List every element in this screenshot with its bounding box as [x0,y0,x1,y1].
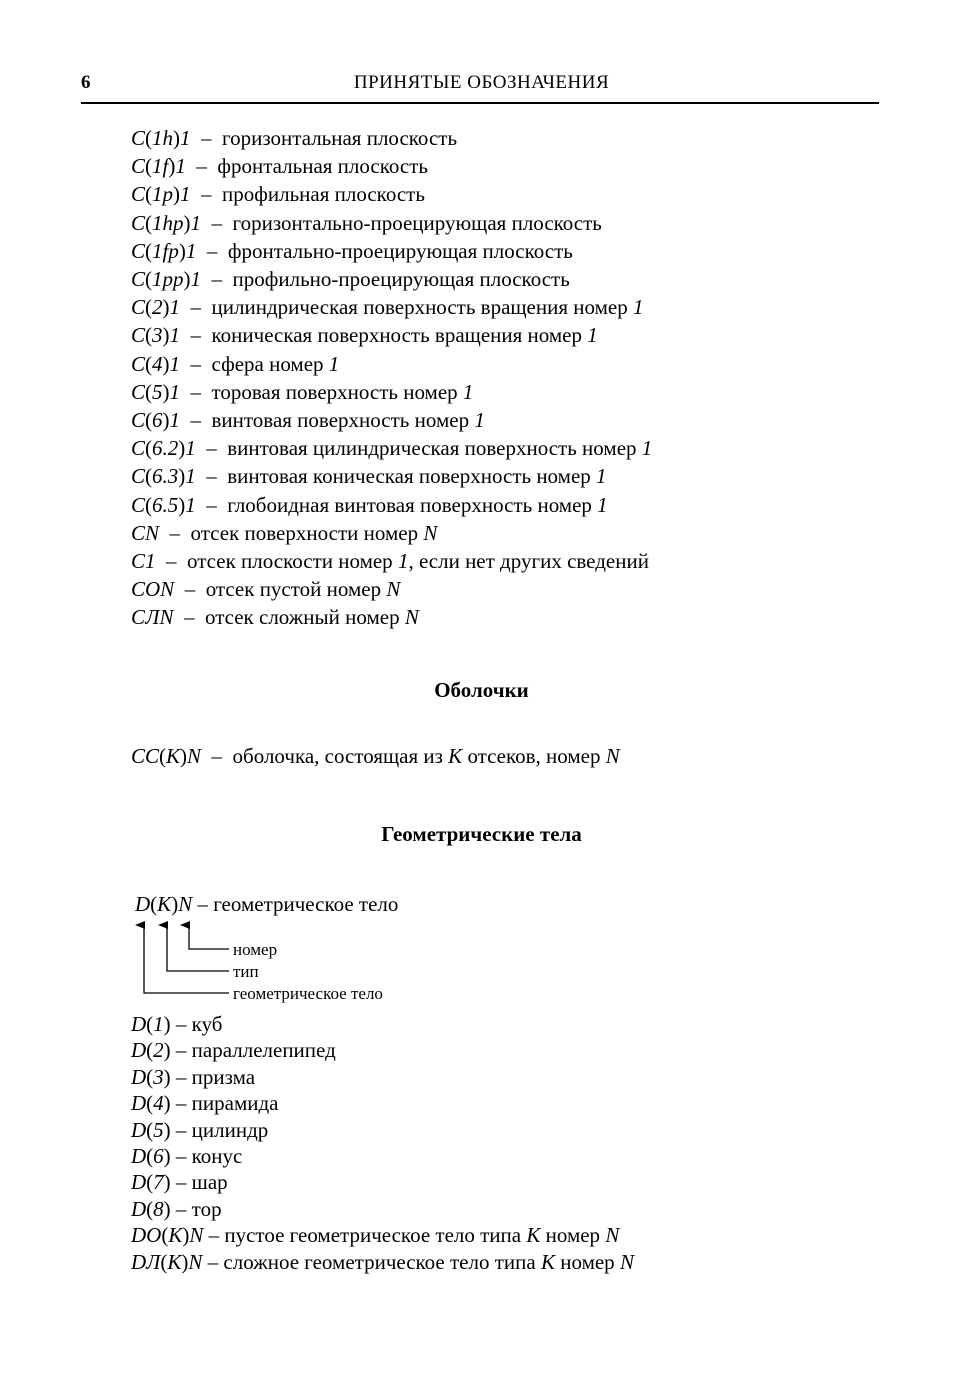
notation-symbol: CN [131,520,160,545]
dash-separator: – [170,1038,192,1063]
dash-separator: – [201,210,233,235]
notation-symbol: C(6.3)1 [131,464,196,489]
notation-description: профильная плоскость [222,182,425,207]
notation-symbol: D(8) [131,1196,171,1221]
body-entry-3 [131,1065,255,1090]
section-heading-shells: Оболочки [434,678,529,702]
notation-symbol: C(5)1 [131,379,181,404]
arrow-type [167,925,229,971]
dash-separator: – [185,154,218,179]
notation-description: коническая поверхность вращения номер 1 [211,323,598,348]
notation-symbol: C(6.5)1 [131,492,196,517]
body-entry-1 [131,1012,223,1037]
notation-symbol: СЛN [131,605,174,630]
notation-description: винтовая цилиндрическая поверхность номер 1 [227,436,653,461]
dash-separator: – [173,605,205,630]
notation-description: профильно-проецирующая плоскость [232,267,570,291]
dash-separator: – [180,323,212,348]
notation-description: винтовая коническая поверхность номер 1 [227,464,607,489]
dash-separator: – [203,1223,225,1248]
notation-description: глобоидная винтовая поверхность номер 1 [227,492,608,517]
dash-separator: – [195,464,228,489]
notation-symbol: C(6.2)1 [131,436,196,461]
dash-separator: – [170,1012,192,1036]
arrow-number [189,925,229,949]
notation-symbol: C(3)1 [131,323,181,348]
notation-symbol: C(1f)1 [131,154,186,179]
dash-separator: – [170,1117,192,1142]
notation-description: конус [191,1144,243,1168]
notation-description: фронтально-проецирующая плоскость [227,238,573,263]
dash-separator: – [201,744,233,768]
notation-description: пирамида [191,1091,279,1116]
notation-symbol: DЛ(K)N [131,1249,203,1274]
dash-separator: – [196,238,228,263]
notation-description: оболочка, состоящая из K отсеков, номер N [232,744,620,768]
notation-symbol: C(4)1 [131,351,181,376]
notation-symbol: C(1p)1 [131,182,191,207]
dash-separator: – [202,1249,224,1274]
running-title: ПРИНЯТЫЕ ОБОЗНАЧЕНИЯ [353,72,610,93]
notation-symbol: D(3) [131,1064,171,1089]
notation-description: сложное геометрическое тело типа K номер N [223,1249,634,1274]
arrow-body [144,925,229,993]
notation-symbol: D(1) [131,1012,171,1036]
notation-symbol: C(2)1 [131,295,181,320]
dash-separator: – [174,577,206,602]
dash-separator: – [195,436,228,461]
notation-symbol: C(1fp)1 [131,238,197,263]
notation-symbol: CC(K)N [131,744,202,768]
dash-separator: – [170,1091,192,1116]
notation-description: сфера номер 1 [211,351,340,376]
diagram-label-type: тип [233,962,259,981]
notation-symbol: C(1hp)1 [131,210,202,235]
diagram-label-number: номер [233,940,278,959]
notation-symbol: CON [131,577,175,602]
notation-description: фронтальная плоскость [217,154,428,179]
body-entry-5 [131,1118,268,1143]
body-entry-9 [131,1223,619,1248]
notation-description: пустое геометрическое тело типа K номер N [224,1223,620,1248]
notation-symbol: C1 [131,549,156,573]
notation-description: отсек плоскости номер 1, если нет других сведений [187,549,649,573]
notation-symbol: D(6) [131,1144,171,1168]
notation-description: куб [191,1012,223,1036]
notation-symbol: C(6)1 [131,408,181,432]
body-entry-10 [131,1250,634,1275]
dash-separator: – [180,295,212,320]
dash-separator: – [170,1170,192,1195]
notation-description: торовая поверхность номер 1 [211,379,474,404]
dash-separator: – [170,1064,192,1089]
dash-separator: – [190,182,223,207]
diagram-formula: D(K)N – геометрическое тело [135,892,399,916]
notation-description: винтовая поверхность номер 1 [211,408,485,432]
dash-separator: – [195,492,228,517]
body-entry-4 [131,1091,279,1116]
page-number: 6 [81,72,91,93]
notation-symbol: C(1h)1 [131,126,191,150]
section-heading-bodies: Геометрические тела [381,822,582,846]
notation-description: отсек пустой номер N [205,577,401,602]
notation-symbol: DO(K)N [131,1223,204,1248]
notation-symbol: D(7) [131,1170,171,1195]
diagram-label-body: геометрическое тело [233,984,383,1003]
dash-separator: – [155,549,188,573]
notation-symbol: D(5) [131,1117,171,1142]
notation-description: цилиндр [191,1117,269,1142]
body-entry-8 [131,1197,222,1222]
body-entry-6 [131,1144,242,1169]
dash-separator: – [159,520,191,545]
notation-symbol: C(1pp)1 [131,267,202,291]
notation-description: отсек сложный номер N [205,605,419,630]
notation-symbol: D(4) [131,1091,171,1116]
dash-separator: – [180,379,212,404]
notation-description: горизонтально-проецирующая плоскость [232,210,602,235]
dash-separator: – [180,408,212,432]
notation-description: отсек поверхности номер N [190,520,438,545]
body-entry-7 [131,1170,228,1195]
notation-description: тор [191,1196,222,1221]
notation-description: шар [191,1170,228,1195]
dash-separator: – [180,351,212,376]
body-entry-2 [131,1038,336,1063]
dash-separator: – [190,126,223,150]
dash-separator: – [170,1196,192,1221]
notation-description: горизонтальная плоскость [222,126,458,150]
dash-separator: – [170,1144,192,1168]
notation-description: призма [191,1064,256,1089]
notation-description: цилиндрическая поверхность вращения номер 1 [211,295,644,320]
notation-description: параллелепипед [191,1038,336,1063]
dash-separator: – [201,267,233,291]
notation-symbol: D(2) [131,1038,171,1063]
